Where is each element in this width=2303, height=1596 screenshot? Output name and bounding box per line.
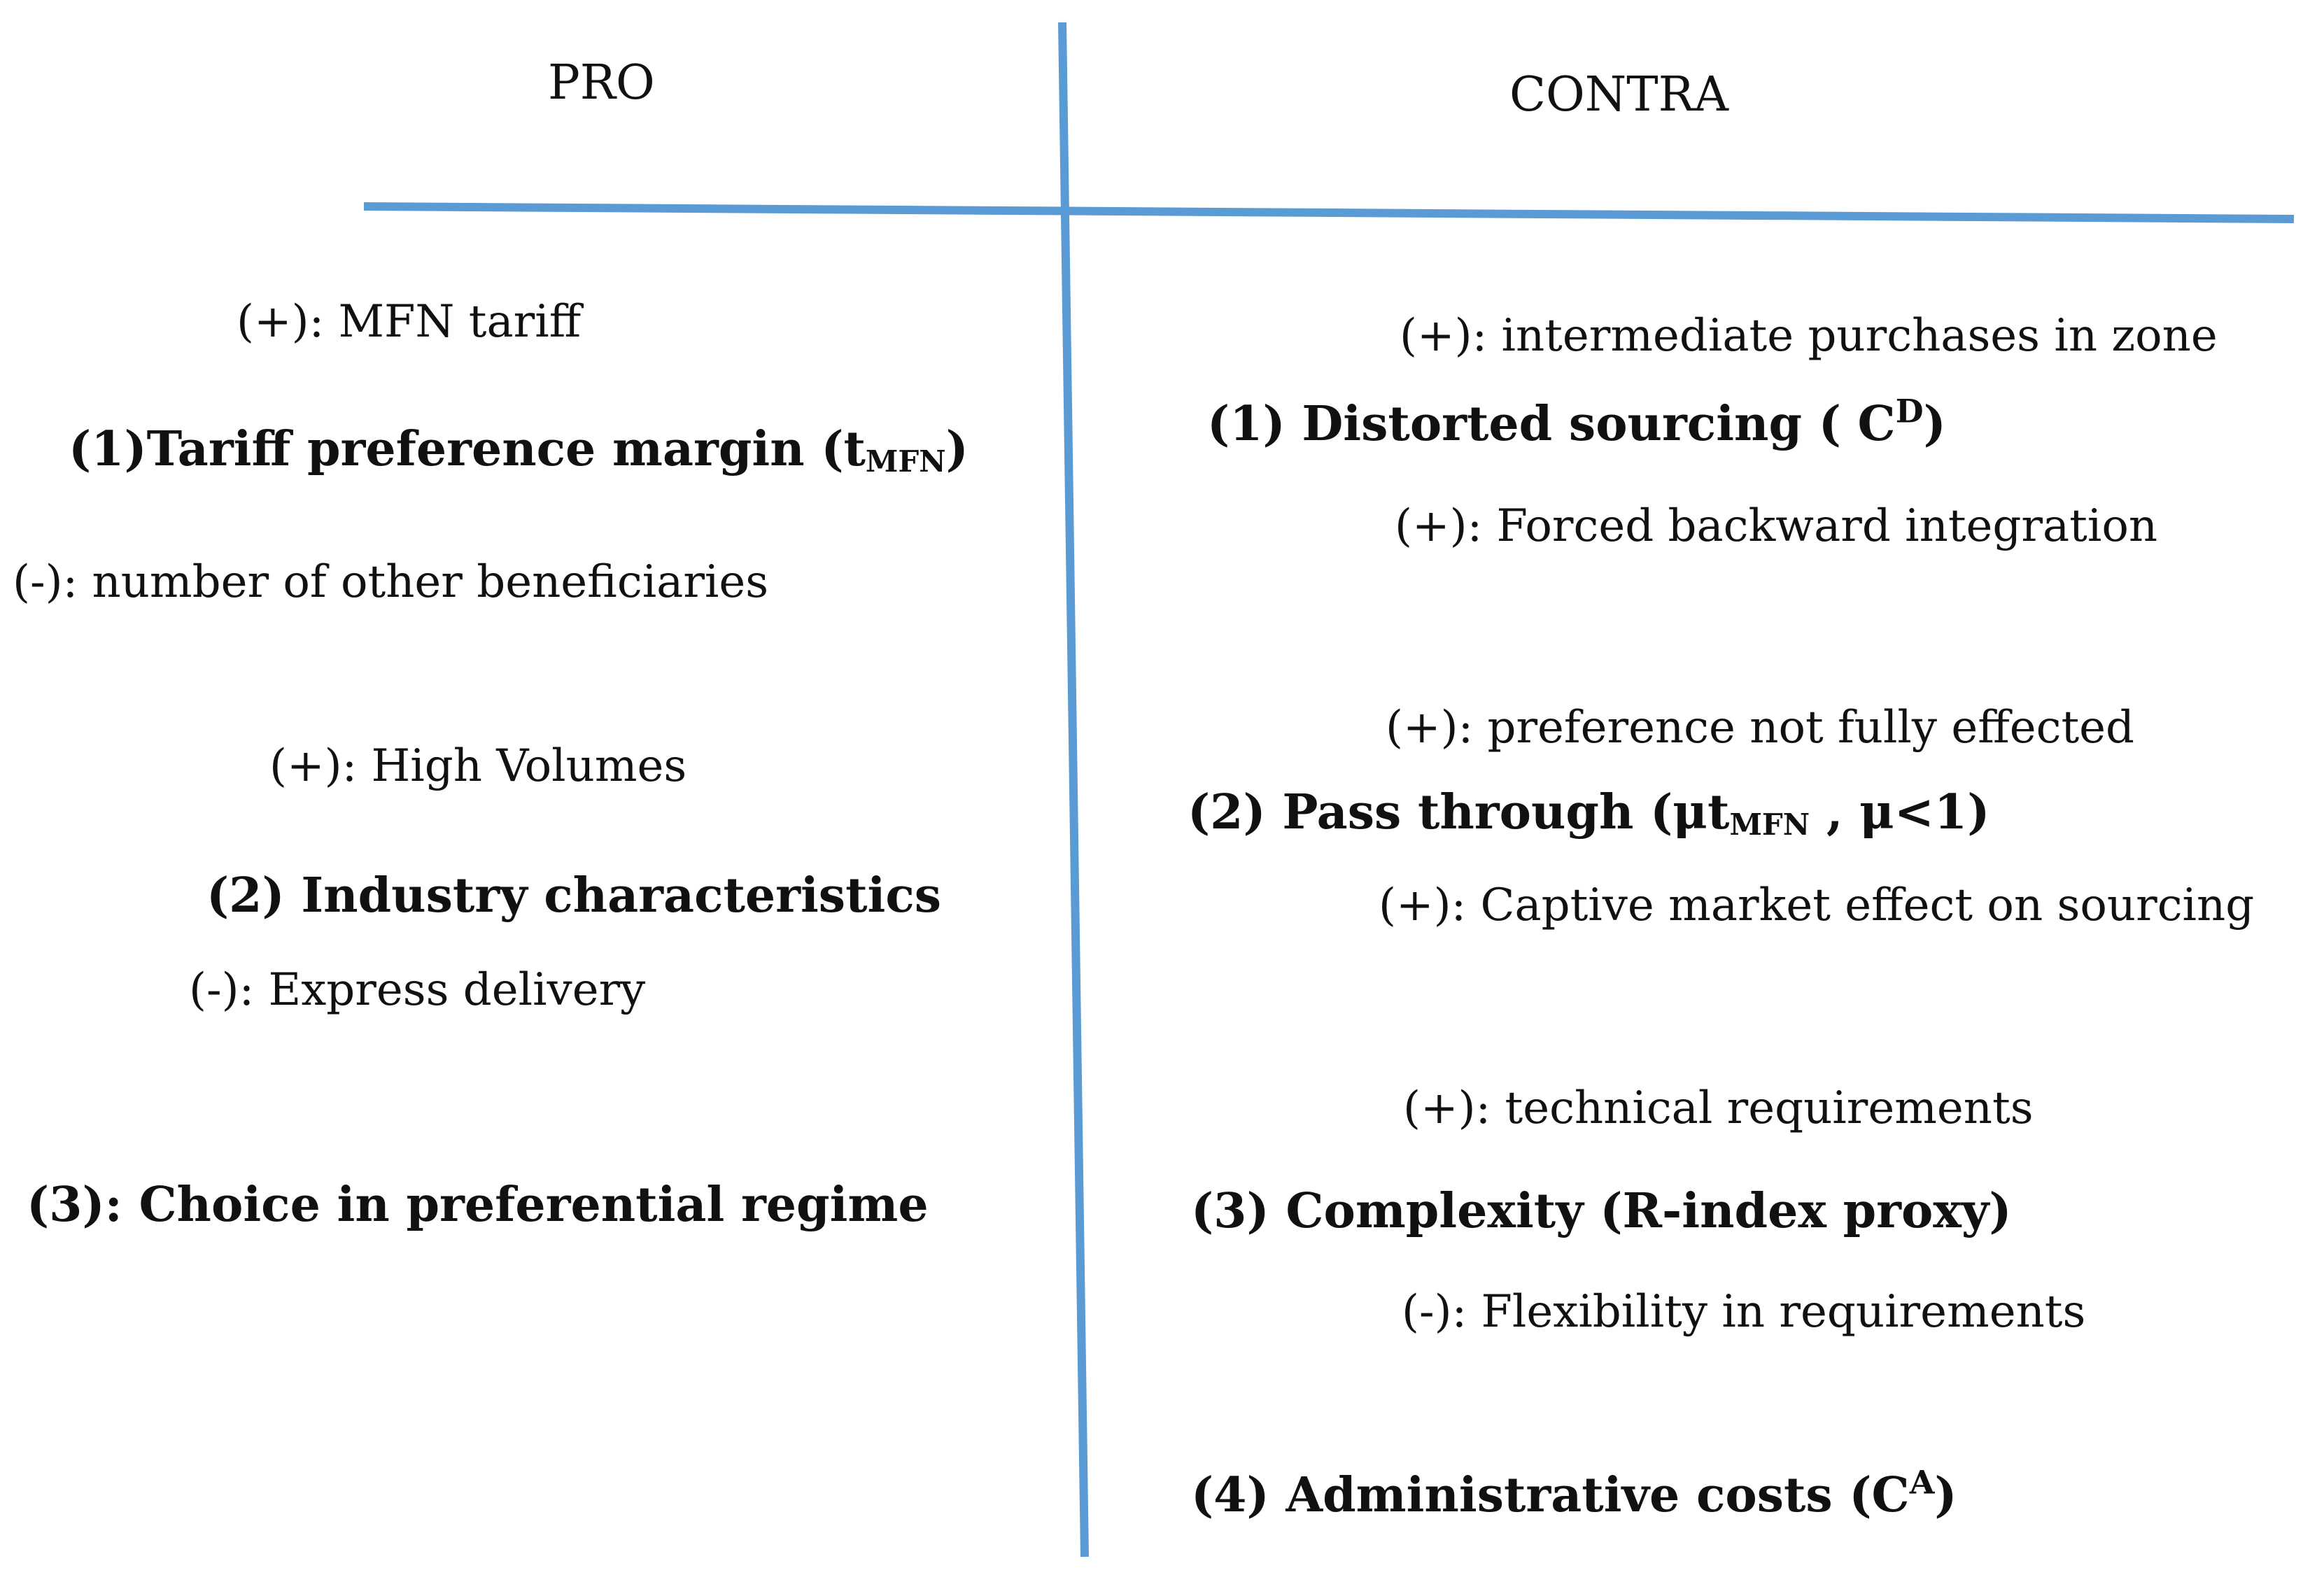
horizontal-divider — [364, 206, 2294, 219]
pro-express-delivery-label: (-): Express delivery — [189, 964, 646, 1016]
contra-f4-superscript: A — [1909, 1463, 1935, 1502]
pro-choice-in-regime: (3): Choice in preferential regime — [27, 1177, 929, 1233]
contra-distorted-sourcing — [1207, 392, 1946, 452]
contra-f2-close: , μ<1) — [1810, 784, 1990, 840]
contra-complexity: (3) Complexity (R-index proxy) — [1191, 1183, 2012, 1239]
contra-f2-main-text: (2) Pass through (μt — [1188, 784, 1730, 840]
pro-mfn-tariff-label: (+): MFN tariff — [237, 296, 582, 348]
contra-flexibility-label: (-): Flexibility in requirements — [1402, 1286, 2086, 1338]
contra-f4-close: ) — [1934, 1467, 1957, 1523]
pro-f1-main-text: (1)Tariff preference margin (t — [69, 421, 866, 477]
contra-header: CONTRA — [1509, 67, 1728, 122]
contra-f1-superscript: D — [1895, 392, 1924, 430]
contra-f4-main-text: (4) Administrative costs (C — [1191, 1467, 1910, 1523]
contra-pass-through — [1188, 784, 1990, 842]
vertical-divider — [1062, 22, 1085, 1557]
pro-header: PRO — [548, 55, 655, 111]
contra-technical-requirements-label: (+): technical requirements — [1403, 1082, 2034, 1134]
contra-intermediate-purchases-label: (+): intermediate purchases in zone — [1400, 310, 2218, 362]
contra-administrative-costs — [1191, 1463, 1957, 1523]
contra-f2-subscript: MFN — [1729, 807, 1810, 842]
pro-high-volumes-label: (+): High Volumes — [269, 740, 687, 792]
contra-backward-integration-label: (+): Forced backward integration — [1395, 500, 2158, 552]
pro-other-beneficiaries-label: (-): number of other beneficiaries — [13, 556, 769, 608]
pro-tariff-preference-margin — [69, 421, 969, 479]
pro-industry-characteristics: (2) Industry characteristics — [206, 868, 942, 924]
contra-f1-close: ) — [1923, 396, 1946, 452]
pro-f1-close: ) — [945, 421, 969, 477]
pro-f1-subscript: MFN — [865, 444, 946, 479]
contra-preference-not-effected-label: (+): preference not fully effected — [1386, 702, 2134, 754]
contra-captive-market-label: (+): Captive market effect on sourcing — [1379, 880, 2255, 931]
contra-f1-main-text: (1) Distorted sourcing ( C — [1207, 396, 1896, 452]
